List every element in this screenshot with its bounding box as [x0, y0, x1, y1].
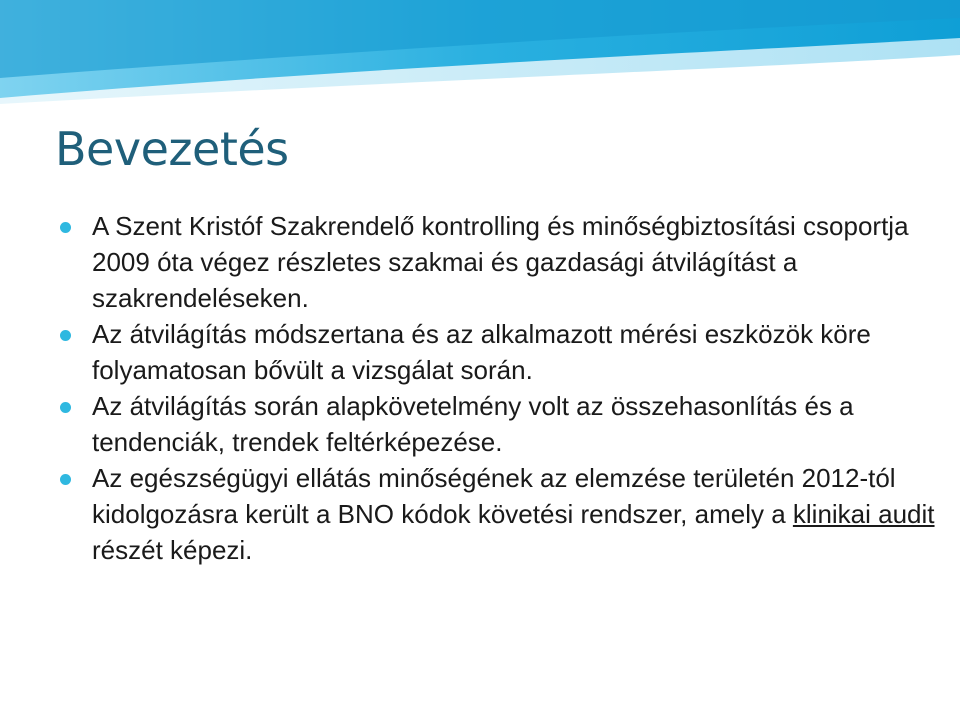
bullet-item [60, 460, 940, 568]
slide-title: Bevezetés [55, 122, 289, 176]
bullet-text: Az átvilágítás módszertana és az alkalmazott mérési eszközök köre folyamatosan bővült a vizsgálat során. [92, 319, 871, 385]
bullet-dot-icon [60, 402, 71, 413]
bullet-item [60, 208, 940, 316]
bullet-text: A Szent Kristóf Szakrendelő kontrolling és minőségbiztosítási csoportja 2009 óta végez részletes szakmai és gazdasági átvilágítást a szakrendeléseken. [92, 211, 909, 313]
bullet-dot-icon [60, 474, 71, 485]
klinikai-audit-link[interactable]: klinikai audit [792, 499, 935, 529]
bullet-dot-icon [60, 222, 71, 233]
header-wave-banner [0, 0, 960, 110]
bullet-list [60, 208, 940, 568]
bullet-text-after: részét képezi. [92, 535, 253, 565]
bullet-text-before: Az egészségügyi ellátás minőségének az elemzése területén 2012-tól kidolgozásra került a BNO kódok követési rendszer, amely a [92, 463, 896, 529]
bullet-dot-icon [60, 330, 71, 341]
bullet-item [60, 316, 940, 388]
bullet-text: Az átvilágítás során alapkövetelmény volt az összehasonlítás és a tendenciák, trendek feltérképezése. [92, 391, 854, 457]
bullet-item [60, 388, 940, 460]
